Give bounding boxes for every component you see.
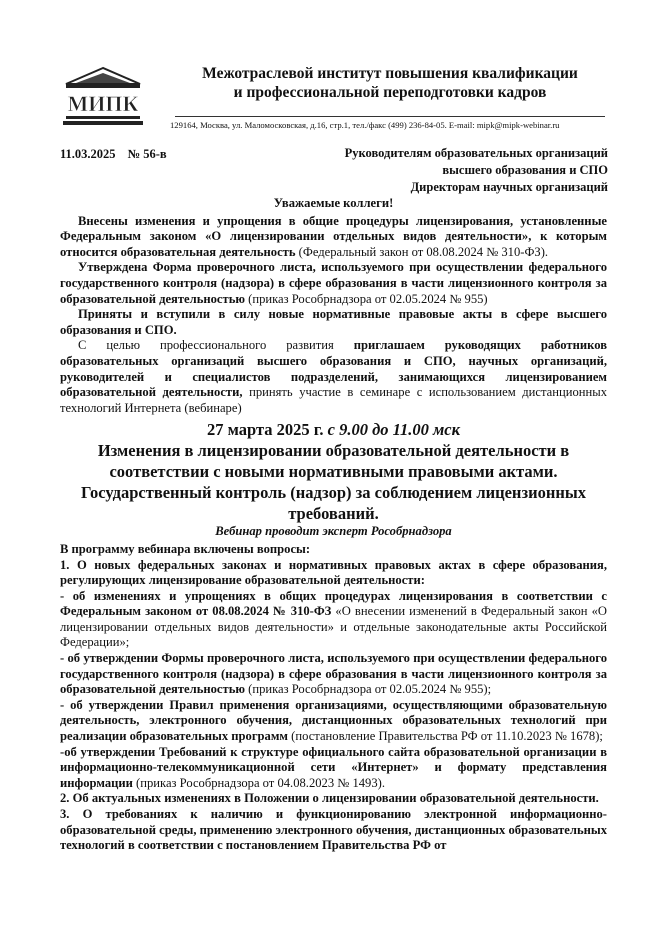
org-title-line2: и профессиональной переподготовки кадров — [233, 84, 547, 101]
letter-number: № 56-в — [127, 147, 167, 161]
program-item: 2. Об актуальных изменениях в Положении о лицензировании образовательной деятельности. — [60, 791, 599, 806]
program-item: 1. О новых федеральных законах и нормативных правовых актах в сфере образования, регулирующих лицензирование образовательной деятельности: — [60, 557, 607, 588]
addressees — [300, 145, 608, 196]
letter-body — [60, 196, 607, 854]
seminar-expert: Вебинар проводит эксперт Рособрнадзора — [215, 524, 452, 539]
addressee-line: Руководителям образовательных организаций — [344, 146, 608, 160]
org-title-line1: Межотраслевой институт повышения квалификации — [202, 65, 578, 82]
letter-date-number — [60, 147, 167, 162]
paragraph-checklist-form: Утверждена Форма проверочного листа, используемого при осуществлении федерального государственного контроля (надзора) в сфере образования в части лицензионного контроля за образовательной деятельностью (приказ Рособрнадзора от 02.05.2024 № 955) — [60, 260, 607, 306]
program-subitem: - об утверждении Правил применения организациями, осуществляющими образовательную деятельность, электронного обучения, дистанционных образовательных технологий при реализации образовательных программ (постановление Правительства РФ от 11.10.2023 № 1678); — [60, 697, 607, 744]
program-subitem: - об изменениях и упрощениях в общих процедурах лицензирования в соответствии с Федеральным законом от 08.08.2024 № 310-ФЗ «О внесении изменений в Федеральный закон «О лицензировании отдельных видов деятельности» и отдельные законодательные акты Российской Федерации»; — [60, 588, 607, 650]
program-subitem: -об утверждении Требований к структуре официального сайта образовательной организации в информационно-телекоммуникационной сети «Интернет» и формату представления информации (приказ Рособрнадзора от 04.08.2023 № 1493). — [60, 744, 607, 790]
org-address: 129164, Москва, ул. Маломосковская, д.16, стр.1, тел./факс (499) 236-84-05. E-mail: mipk@mipk-webinar.ru — [170, 120, 560, 130]
letter-date: 11.03.2025 — [60, 147, 116, 161]
addressee-line: Директорам научных организаций — [410, 180, 608, 194]
header-divider — [175, 116, 605, 117]
paragraph-new-acts: Приняты и вступили в силу новые нормативные правовые акты в сфере высшего образования и СПО. — [60, 307, 607, 337]
seminar-title: Изменения в лицензировании образовательной деятельности в соответствии с новыми нормативными правовыми актами. Государственный контроль (надзор) за соблюдением лицензионных требований. — [81, 441, 586, 524]
program-heading: В программу вебинара включены вопросы: — [60, 541, 311, 556]
program-subitem: - об утверждении Формы проверочного листа, используемого при осуществлении федерального государственного контроля (надзора) в сфере образования в части лицензионного контроля за образовательной деятельностью (приказ Рособрнадзора от 02.05.2024 № 955); — [60, 651, 607, 697]
program-item: 3. О требованиях к наличию и функционированию электронной информационно-образовательной среды, применению электронного обучения, дистанционных образовательных технологий в соответствии с постановлением Правительства РФ от — [60, 807, 607, 853]
mipk-logo — [62, 66, 144, 128]
addressee-line: высшего образования и СПО — [442, 163, 608, 177]
paragraph-invitation: С целью профессионального развития приглашаем руководящих работников образовательных организаций высшего образования и СПО, научных организаций, руководителей и специалистов подразделений, занимающихся лицензированием образовательной деятельности, принять участие в семинаре с использованием дистанционных технологий Интернета (вебинаре) — [60, 338, 608, 415]
greeting: Уважаемые коллеги! — [273, 196, 394, 210]
organization-title — [150, 64, 630, 102]
seminar-date: 27 марта 2025 г. с 9.00 до 11.00 мск — [207, 420, 460, 440]
paragraph-licensing-changes: Внесены изменения и упрощения в общие процедуры лицензирования, установленные Федеральным законом «О лицензировании отдельных видов деятельности», к которым относится образовательная деятельность (Федеральный закон от 08.08.2024 № 310-ФЗ). — [60, 213, 607, 259]
logo-text: МИПК — [67, 91, 139, 116]
